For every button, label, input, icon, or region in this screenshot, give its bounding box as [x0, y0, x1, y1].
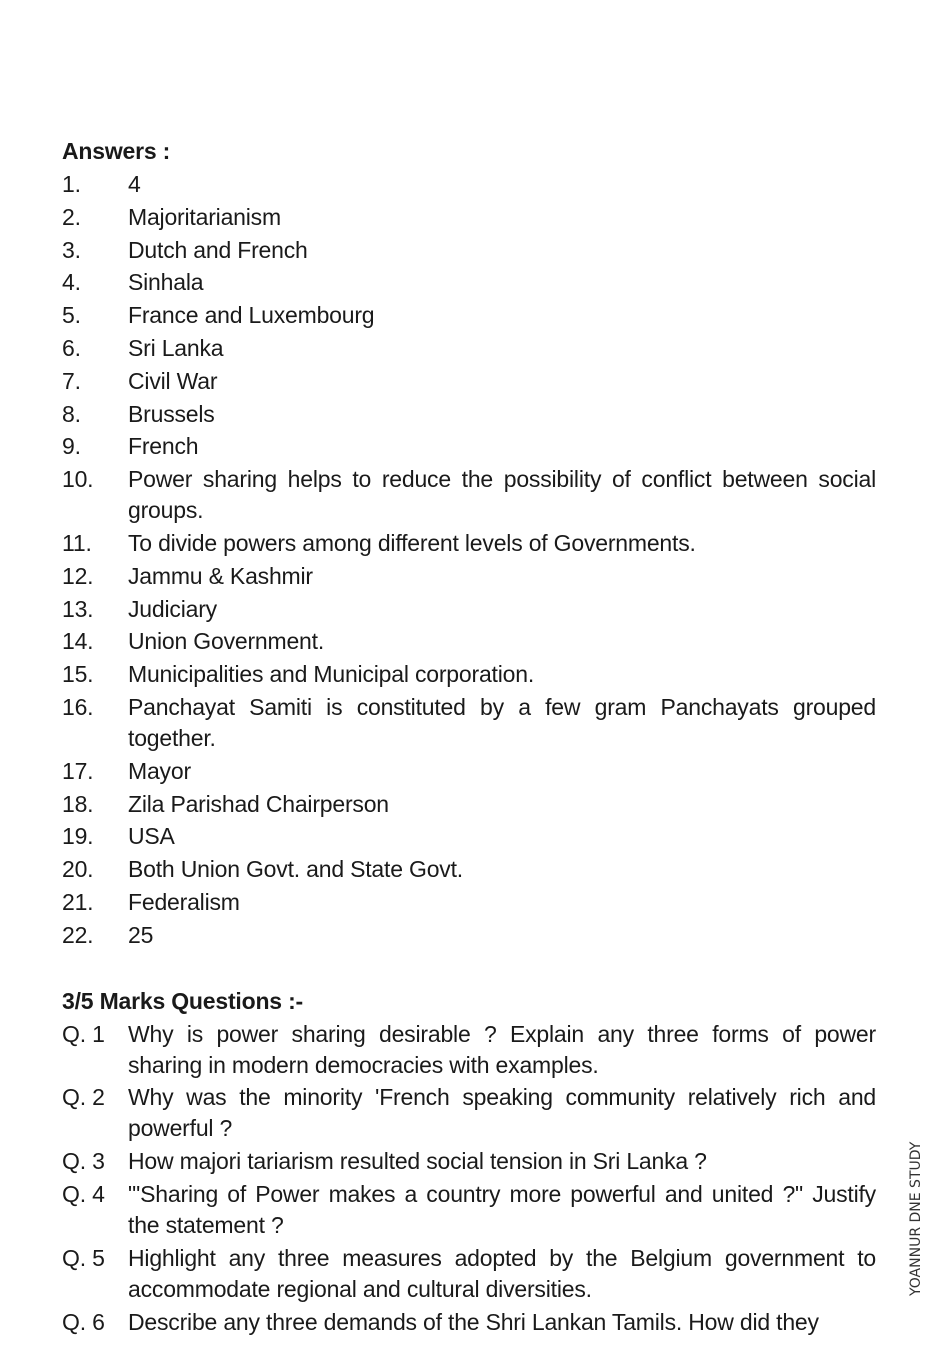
question-item	[62, 1146, 876, 1177]
item-text: Municipalities and Municipal corporation.	[128, 661, 535, 688]
item-number: 6.	[62, 334, 81, 361]
item-text: Brussels	[128, 400, 215, 427]
questions-heading: 3/5 Marks Questions :-	[62, 987, 304, 1014]
document-page	[62, 136, 876, 1339]
item-number: 5.	[62, 302, 81, 329]
list-item	[62, 887, 876, 918]
item-text: Sri Lanka	[128, 334, 224, 361]
item-text: Civil War	[128, 367, 218, 394]
list-item	[62, 594, 876, 625]
item-number: 2.	[62, 203, 81, 230]
item-number: 14.	[62, 628, 94, 655]
question-text: Describe any three demands of the Shri Lankan Tamils. How did they	[128, 1308, 819, 1335]
item-number: 16.	[62, 693, 94, 720]
list-item	[62, 235, 876, 266]
question-item	[62, 1243, 876, 1305]
item-number: 21.	[62, 888, 94, 915]
questions-list	[62, 1019, 876, 1338]
question-number: Q. 1	[62, 1020, 105, 1047]
item-number: 4.	[62, 269, 81, 296]
list-item	[62, 464, 876, 526]
item-text: Majoritarianism	[128, 203, 281, 230]
item-number: 13.	[62, 595, 94, 622]
question-item	[62, 1082, 876, 1144]
item-text: Panchayat Samiti is constituted by a few gram Panchayats grouped together.	[128, 693, 876, 751]
item-number: 9.	[62, 433, 81, 460]
list-item	[62, 854, 876, 885]
list-item	[62, 202, 876, 233]
item-text: To divide powers among different levels of Governments.	[128, 529, 696, 556]
item-number: 11.	[62, 529, 92, 556]
item-text: Dutch and French	[128, 236, 308, 263]
question-item	[62, 1179, 876, 1241]
list-item	[62, 821, 876, 852]
item-text: Judiciary	[128, 595, 217, 622]
list-item	[62, 920, 876, 951]
question-text: Why was the minority 'French speaking community relatively rich and powerful ?	[128, 1084, 876, 1142]
item-number: 8.	[62, 400, 81, 427]
item-text: 25	[128, 921, 154, 948]
list-item	[62, 659, 876, 690]
question-text: Why is power sharing desirable ? Explain any three forms of power sharing in modern democracies with examples.	[128, 1020, 876, 1078]
list-item	[62, 789, 876, 820]
list-item	[62, 528, 876, 559]
question-number: Q. 4	[62, 1180, 105, 1207]
question-text: How majori tariarism resulted social tension in Sri Lanka ?	[128, 1148, 707, 1175]
question-text: Highlight any three measures adopted by the Belgium government to accommodate regional and cultural diversities.	[128, 1244, 876, 1302]
item-number: 1.	[62, 171, 81, 197]
item-text: Sinhala	[128, 269, 204, 296]
section-spacer	[62, 953, 876, 986]
list-item	[62, 626, 876, 657]
question-item	[62, 1019, 876, 1081]
answers-list	[62, 169, 876, 951]
question-number: Q. 6	[62, 1308, 105, 1335]
item-text: 4	[128, 171, 141, 197]
list-item	[62, 300, 876, 331]
item-text: Power sharing helps to reduce the possibility of conflict between social groups.	[128, 466, 876, 524]
item-text: Both Union Govt. and State Govt.	[128, 856, 463, 883]
list-item	[62, 692, 876, 754]
list-item	[62, 366, 876, 397]
item-number: 20.	[62, 856, 94, 883]
item-text: Zila Parishad Chairperson	[128, 790, 389, 817]
question-number: Q. 5	[62, 1244, 105, 1271]
item-number: 15.	[62, 661, 94, 688]
side-watermark: YOANNUR DNE STUDY	[908, 1141, 924, 1296]
question-number: Q. 3	[62, 1148, 105, 1175]
item-number: 3.	[62, 236, 81, 263]
list-item	[62, 756, 876, 787]
list-item	[62, 431, 876, 462]
list-item	[62, 267, 876, 298]
item-text: Federalism	[128, 888, 240, 915]
list-item	[62, 561, 876, 592]
list-item	[62, 399, 876, 430]
item-number: 10.	[62, 466, 94, 493]
item-number: 17.	[62, 757, 94, 784]
item-number: 22.	[62, 921, 94, 948]
item-number: 12.	[62, 562, 94, 589]
item-number: 19.	[62, 823, 94, 850]
item-number: 18.	[62, 790, 94, 817]
item-text: French	[128, 433, 199, 460]
list-item	[62, 169, 876, 200]
question-item	[62, 1307, 876, 1338]
answers-heading: Answers :	[62, 138, 171, 164]
item-text: Jammu & Kashmir	[128, 562, 313, 589]
item-text: Union Government.	[128, 628, 325, 655]
item-text: USA	[128, 823, 175, 850]
question-text: "'Sharing of Power makes a country more powerful and united ?" Justify the statement ?	[128, 1180, 876, 1238]
item-text: France and Luxembourg	[128, 302, 375, 329]
list-item	[62, 333, 876, 364]
question-number: Q. 2	[62, 1084, 105, 1111]
item-text: Mayor	[128, 757, 191, 784]
item-number: 7.	[62, 367, 81, 394]
